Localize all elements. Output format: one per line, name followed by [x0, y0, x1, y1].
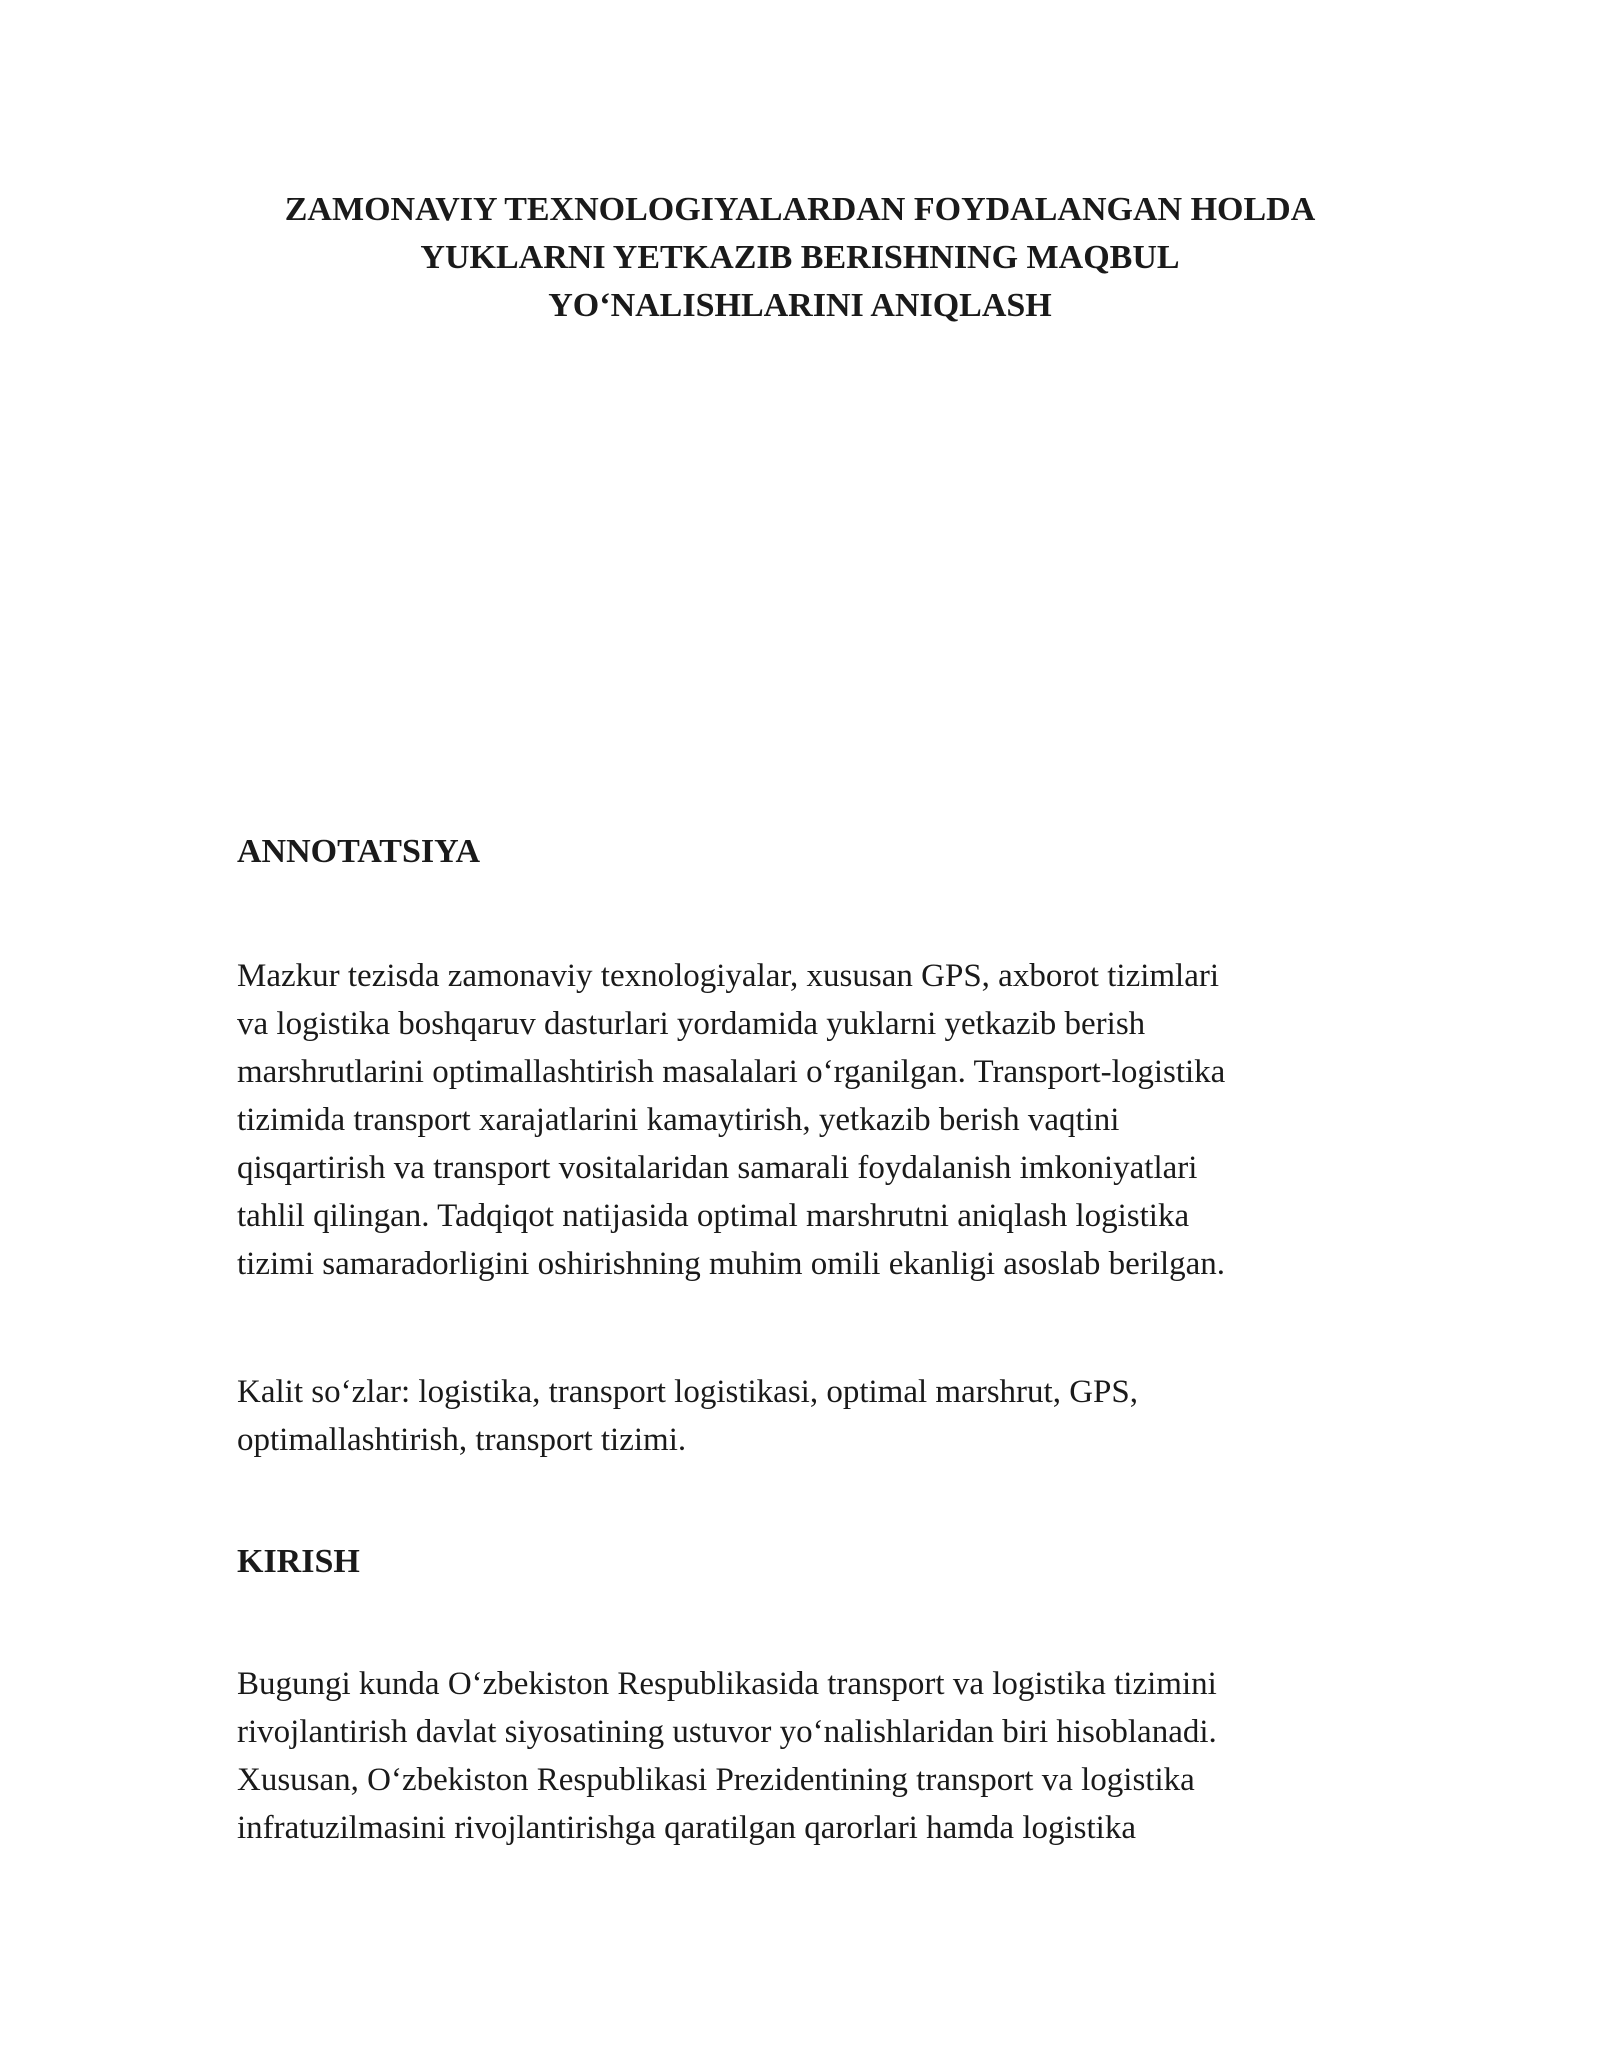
paragraph-line: infratuzilmasini rivojlantirishga qaratilgan qarorlari hamda logistika — [237, 1810, 1136, 1846]
title-line: YUKLARNI YETKAZIB BERISHNING MAQBUL — [420, 239, 1180, 276]
paragraph-line: Mazkur tezisda zamonaviy texnologiyalar, xususan GPS, axborot tizimlari — [237, 958, 1220, 994]
keywords-paragraph — [237, 1368, 1377, 1464]
introduction-paragraph — [237, 1660, 1377, 1852]
paragraph-line: Bugungi kunda O‘zbekiston Respublikasida transport va logistika tizimini — [237, 1666, 1217, 1702]
annotation-paragraph — [237, 952, 1377, 1288]
title-line: ZAMONAVIY TEXNOLOGIYALARDAN FOYDALANGAN HOLDA — [284, 191, 1316, 228]
paragraph-line: rivojlantirish davlat siyosatining ustuvor yo‘nalishlaridan biri hisoblanadi. — [237, 1714, 1217, 1750]
title-line: YO‘NALISHLARINI ANIQLASH — [548, 287, 1052, 324]
paragraph-line: Kalit so‘zlar: logistika, transport logistikasi, optimal marshrut, GPS, — [237, 1374, 1138, 1410]
document-title — [200, 186, 1400, 330]
paragraph-line: marshrutlarini optimallashtirish masalalari o‘rganilgan. Transport-logistika — [237, 1054, 1226, 1090]
introduction-heading: KIRISH — [237, 1543, 360, 1580]
paragraph-line: Xususan, O‘zbekiston Respublikasi Prezidentining transport va logistika — [237, 1762, 1195, 1798]
paragraph-line: va logistika boshqaruv dasturlari yordamida yuklarni yetkazib berish — [237, 1006, 1146, 1042]
paragraph-line: tizimida transport xarajatlarini kamaytirish, yetkazib berish vaqtini — [237, 1102, 1120, 1138]
annotation-heading: ANNOTATSIYA — [237, 833, 481, 870]
paragraph-line: qisqartirish va transport vositalaridan samarali foydalanish imkoniyatlari — [237, 1150, 1198, 1186]
paragraph-line: tizimi samaradorligini oshirishning muhim omili ekanligi asoslab berilgan. — [237, 1246, 1226, 1282]
paragraph-line: tahlil qilingan. Tadqiqot natijasida optimal marshrutni aniqlash logistika — [237, 1198, 1190, 1234]
paragraph-line: optimallashtirish, transport tizimi. — [237, 1422, 687, 1458]
